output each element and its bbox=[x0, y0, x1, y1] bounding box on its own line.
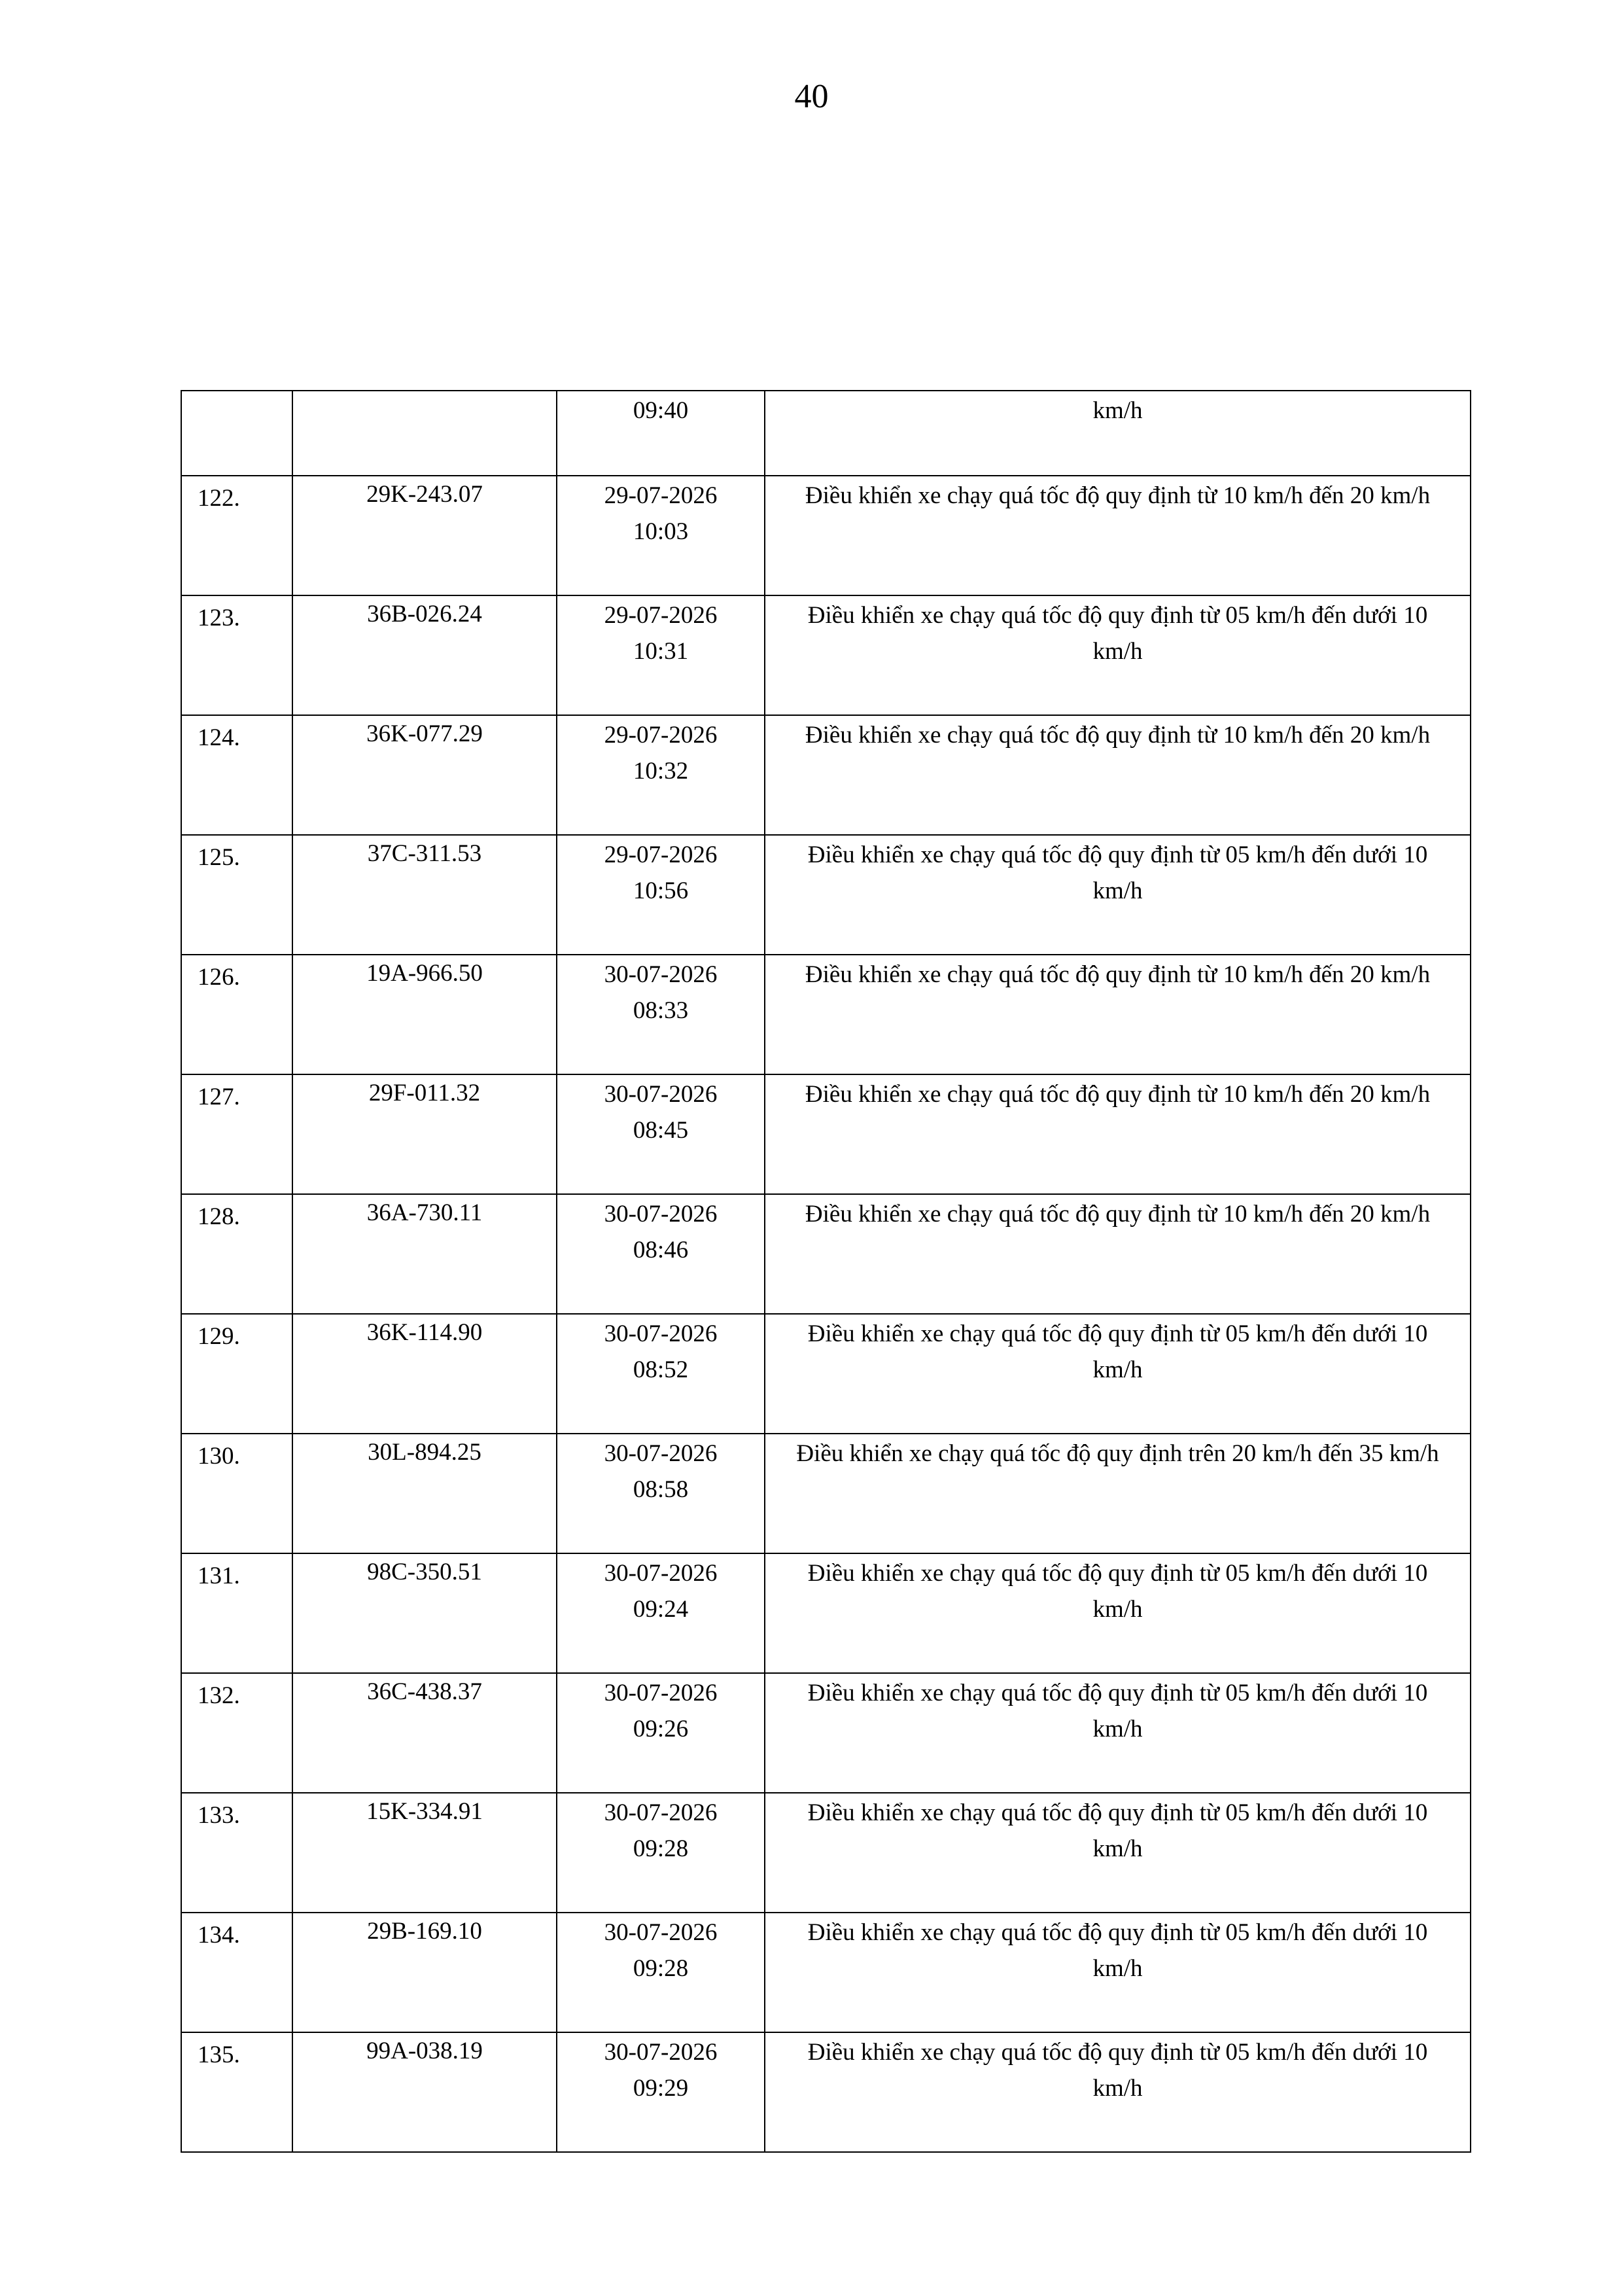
row-plate: 37C-311.53 bbox=[292, 835, 557, 955]
table-row-continued bbox=[181, 391, 1471, 476]
row-plate: 29F-011.32 bbox=[292, 1074, 557, 1194]
row-time: 10:32 bbox=[633, 758, 689, 785]
row-description: Điều khiển xe chạy quá tốc độ quy định từ 05 km/h đến dưới 10 km/h bbox=[765, 1314, 1471, 1434]
row-index: 135. bbox=[181, 2032, 292, 2152]
row-datetime bbox=[557, 1553, 765, 1673]
row-index: 129. bbox=[181, 1314, 292, 1434]
row-index: 128. bbox=[181, 1194, 292, 1314]
row-time: 09:40 bbox=[557, 391, 765, 476]
row-plate: 36C-438.37 bbox=[292, 1673, 557, 1793]
row-description: Điều khiển xe chạy quá tốc độ quy định trên 20 km/h đến 35 km/h bbox=[765, 1434, 1471, 1553]
violations-table-body bbox=[181, 391, 1471, 2152]
row-index: 124. bbox=[181, 715, 292, 835]
row-description: Điều khiển xe chạy quá tốc độ quy định từ 05 km/h đến dưới 10 km/h bbox=[765, 1913, 1471, 2032]
row-index bbox=[181, 391, 292, 476]
table-row bbox=[181, 1434, 1471, 1553]
row-index: 130. bbox=[181, 1434, 292, 1553]
row-datetime bbox=[557, 1913, 765, 2032]
table-row bbox=[181, 1913, 1471, 2032]
table-row bbox=[181, 1673, 1471, 1793]
row-index: 122. bbox=[181, 476, 292, 595]
row-date: 30-07-2026 bbox=[604, 1919, 718, 1946]
table-row bbox=[181, 1194, 1471, 1314]
row-description: Điều khiển xe chạy quá tốc độ quy định từ 10 km/h đến 20 km/h bbox=[765, 715, 1471, 835]
row-time: 08:52 bbox=[633, 1356, 689, 1383]
violations-table bbox=[181, 390, 1471, 2153]
table-row bbox=[181, 1553, 1471, 1673]
row-description: Điều khiển xe chạy quá tốc độ quy định từ 05 km/h đến dưới 10 km/h bbox=[765, 595, 1471, 715]
table-row bbox=[181, 1793, 1471, 1913]
row-date: 30-07-2026 bbox=[604, 961, 718, 988]
row-description: Điều khiển xe chạy quá tốc độ quy định từ 10 km/h đến 20 km/h bbox=[765, 955, 1471, 1074]
row-datetime bbox=[557, 1673, 765, 1793]
row-date: 30-07-2026 bbox=[604, 1320, 718, 1347]
row-time: 10:31 bbox=[633, 638, 689, 665]
row-description: Điều khiển xe chạy quá tốc độ quy định từ 05 km/h đến dưới 10 km/h bbox=[765, 1793, 1471, 1913]
row-time: 09:26 bbox=[633, 1716, 689, 1742]
row-time: 10:03 bbox=[633, 518, 689, 545]
row-plate: 30L-894.25 bbox=[292, 1434, 557, 1553]
row-description: Điều khiển xe chạy quá tốc độ quy định từ 10 km/h đến 20 km/h bbox=[765, 1194, 1471, 1314]
row-datetime bbox=[557, 715, 765, 835]
row-time: 09:28 bbox=[633, 1955, 689, 1982]
row-index: 132. bbox=[181, 1673, 292, 1793]
row-date: 30-07-2026 bbox=[604, 1560, 718, 1587]
row-index: 127. bbox=[181, 1074, 292, 1194]
row-plate: 36K-114.90 bbox=[292, 1314, 557, 1434]
table-row bbox=[181, 1074, 1471, 1194]
row-datetime bbox=[557, 2032, 765, 2152]
row-time: 09:24 bbox=[633, 1596, 689, 1623]
row-time: 09:29 bbox=[633, 2075, 689, 2102]
row-plate: 99A-038.19 bbox=[292, 2032, 557, 2152]
table-row bbox=[181, 476, 1471, 595]
row-time: 08:45 bbox=[633, 1117, 689, 1144]
row-date: 29-07-2026 bbox=[604, 841, 718, 868]
row-date: 29-07-2026 bbox=[604, 482, 718, 509]
row-index: 125. bbox=[181, 835, 292, 955]
row-index: 133. bbox=[181, 1793, 292, 1913]
row-datetime bbox=[557, 1074, 765, 1194]
row-date: 30-07-2026 bbox=[604, 2039, 718, 2066]
table-row bbox=[181, 955, 1471, 1074]
row-date: 30-07-2026 bbox=[604, 1201, 718, 1227]
page-number: 40 bbox=[794, 78, 829, 115]
row-time: 09:28 bbox=[633, 1835, 689, 1862]
row-time: 08:33 bbox=[633, 997, 689, 1024]
row-date: 30-07-2026 bbox=[604, 1680, 718, 1706]
row-datetime bbox=[557, 1194, 765, 1314]
row-description: Điều khiển xe chạy quá tốc độ quy định từ 05 km/h đến dưới 10 km/h bbox=[765, 1673, 1471, 1793]
row-datetime bbox=[557, 955, 765, 1074]
table-row bbox=[181, 1314, 1471, 1434]
row-plate bbox=[292, 391, 557, 476]
row-plate: 19A-966.50 bbox=[292, 955, 557, 1074]
row-plate: 36K-077.29 bbox=[292, 715, 557, 835]
row-index: 126. bbox=[181, 955, 292, 1074]
row-datetime bbox=[557, 1314, 765, 1434]
table-row bbox=[181, 835, 1471, 955]
row-description: Điều khiển xe chạy quá tốc độ quy định từ 10 km/h đến 20 km/h bbox=[765, 1074, 1471, 1194]
table-row bbox=[181, 595, 1471, 715]
row-datetime bbox=[557, 595, 765, 715]
row-index: 131. bbox=[181, 1553, 292, 1673]
row-plate: 29K-243.07 bbox=[292, 476, 557, 595]
row-plate: 36A-730.11 bbox=[292, 1194, 557, 1314]
row-plate: 98C-350.51 bbox=[292, 1553, 557, 1673]
row-plate: 36B-026.24 bbox=[292, 595, 557, 715]
row-date: 29-07-2026 bbox=[604, 602, 718, 629]
row-time: 10:56 bbox=[633, 877, 689, 904]
row-datetime bbox=[557, 1793, 765, 1913]
row-datetime bbox=[557, 476, 765, 595]
row-datetime bbox=[557, 835, 765, 955]
row-datetime bbox=[557, 1434, 765, 1553]
row-date: 30-07-2026 bbox=[604, 1081, 718, 1108]
table-row bbox=[181, 2032, 1471, 2152]
row-date: 30-07-2026 bbox=[604, 1440, 718, 1467]
row-index: 134. bbox=[181, 1913, 292, 2032]
row-description: km/h bbox=[765, 391, 1471, 476]
row-plate: 29B-169.10 bbox=[292, 1913, 557, 2032]
row-description: Điều khiển xe chạy quá tốc độ quy định từ 10 km/h đến 20 km/h bbox=[765, 476, 1471, 595]
row-description: Điều khiển xe chạy quá tốc độ quy định từ 05 km/h đến dưới 10 km/h bbox=[765, 1553, 1471, 1673]
table-row bbox=[181, 715, 1471, 835]
row-index: 123. bbox=[181, 595, 292, 715]
row-time: 08:58 bbox=[633, 1476, 689, 1503]
row-plate: 15K-334.91 bbox=[292, 1793, 557, 1913]
row-description: Điều khiển xe chạy quá tốc độ quy định từ 05 km/h đến dưới 10 km/h bbox=[765, 2032, 1471, 2152]
row-time: 08:46 bbox=[633, 1237, 689, 1263]
row-description: Điều khiển xe chạy quá tốc độ quy định từ 05 km/h đến dưới 10 km/h bbox=[765, 835, 1471, 955]
row-date: 29-07-2026 bbox=[604, 722, 718, 749]
row-date: 30-07-2026 bbox=[604, 1799, 718, 1826]
